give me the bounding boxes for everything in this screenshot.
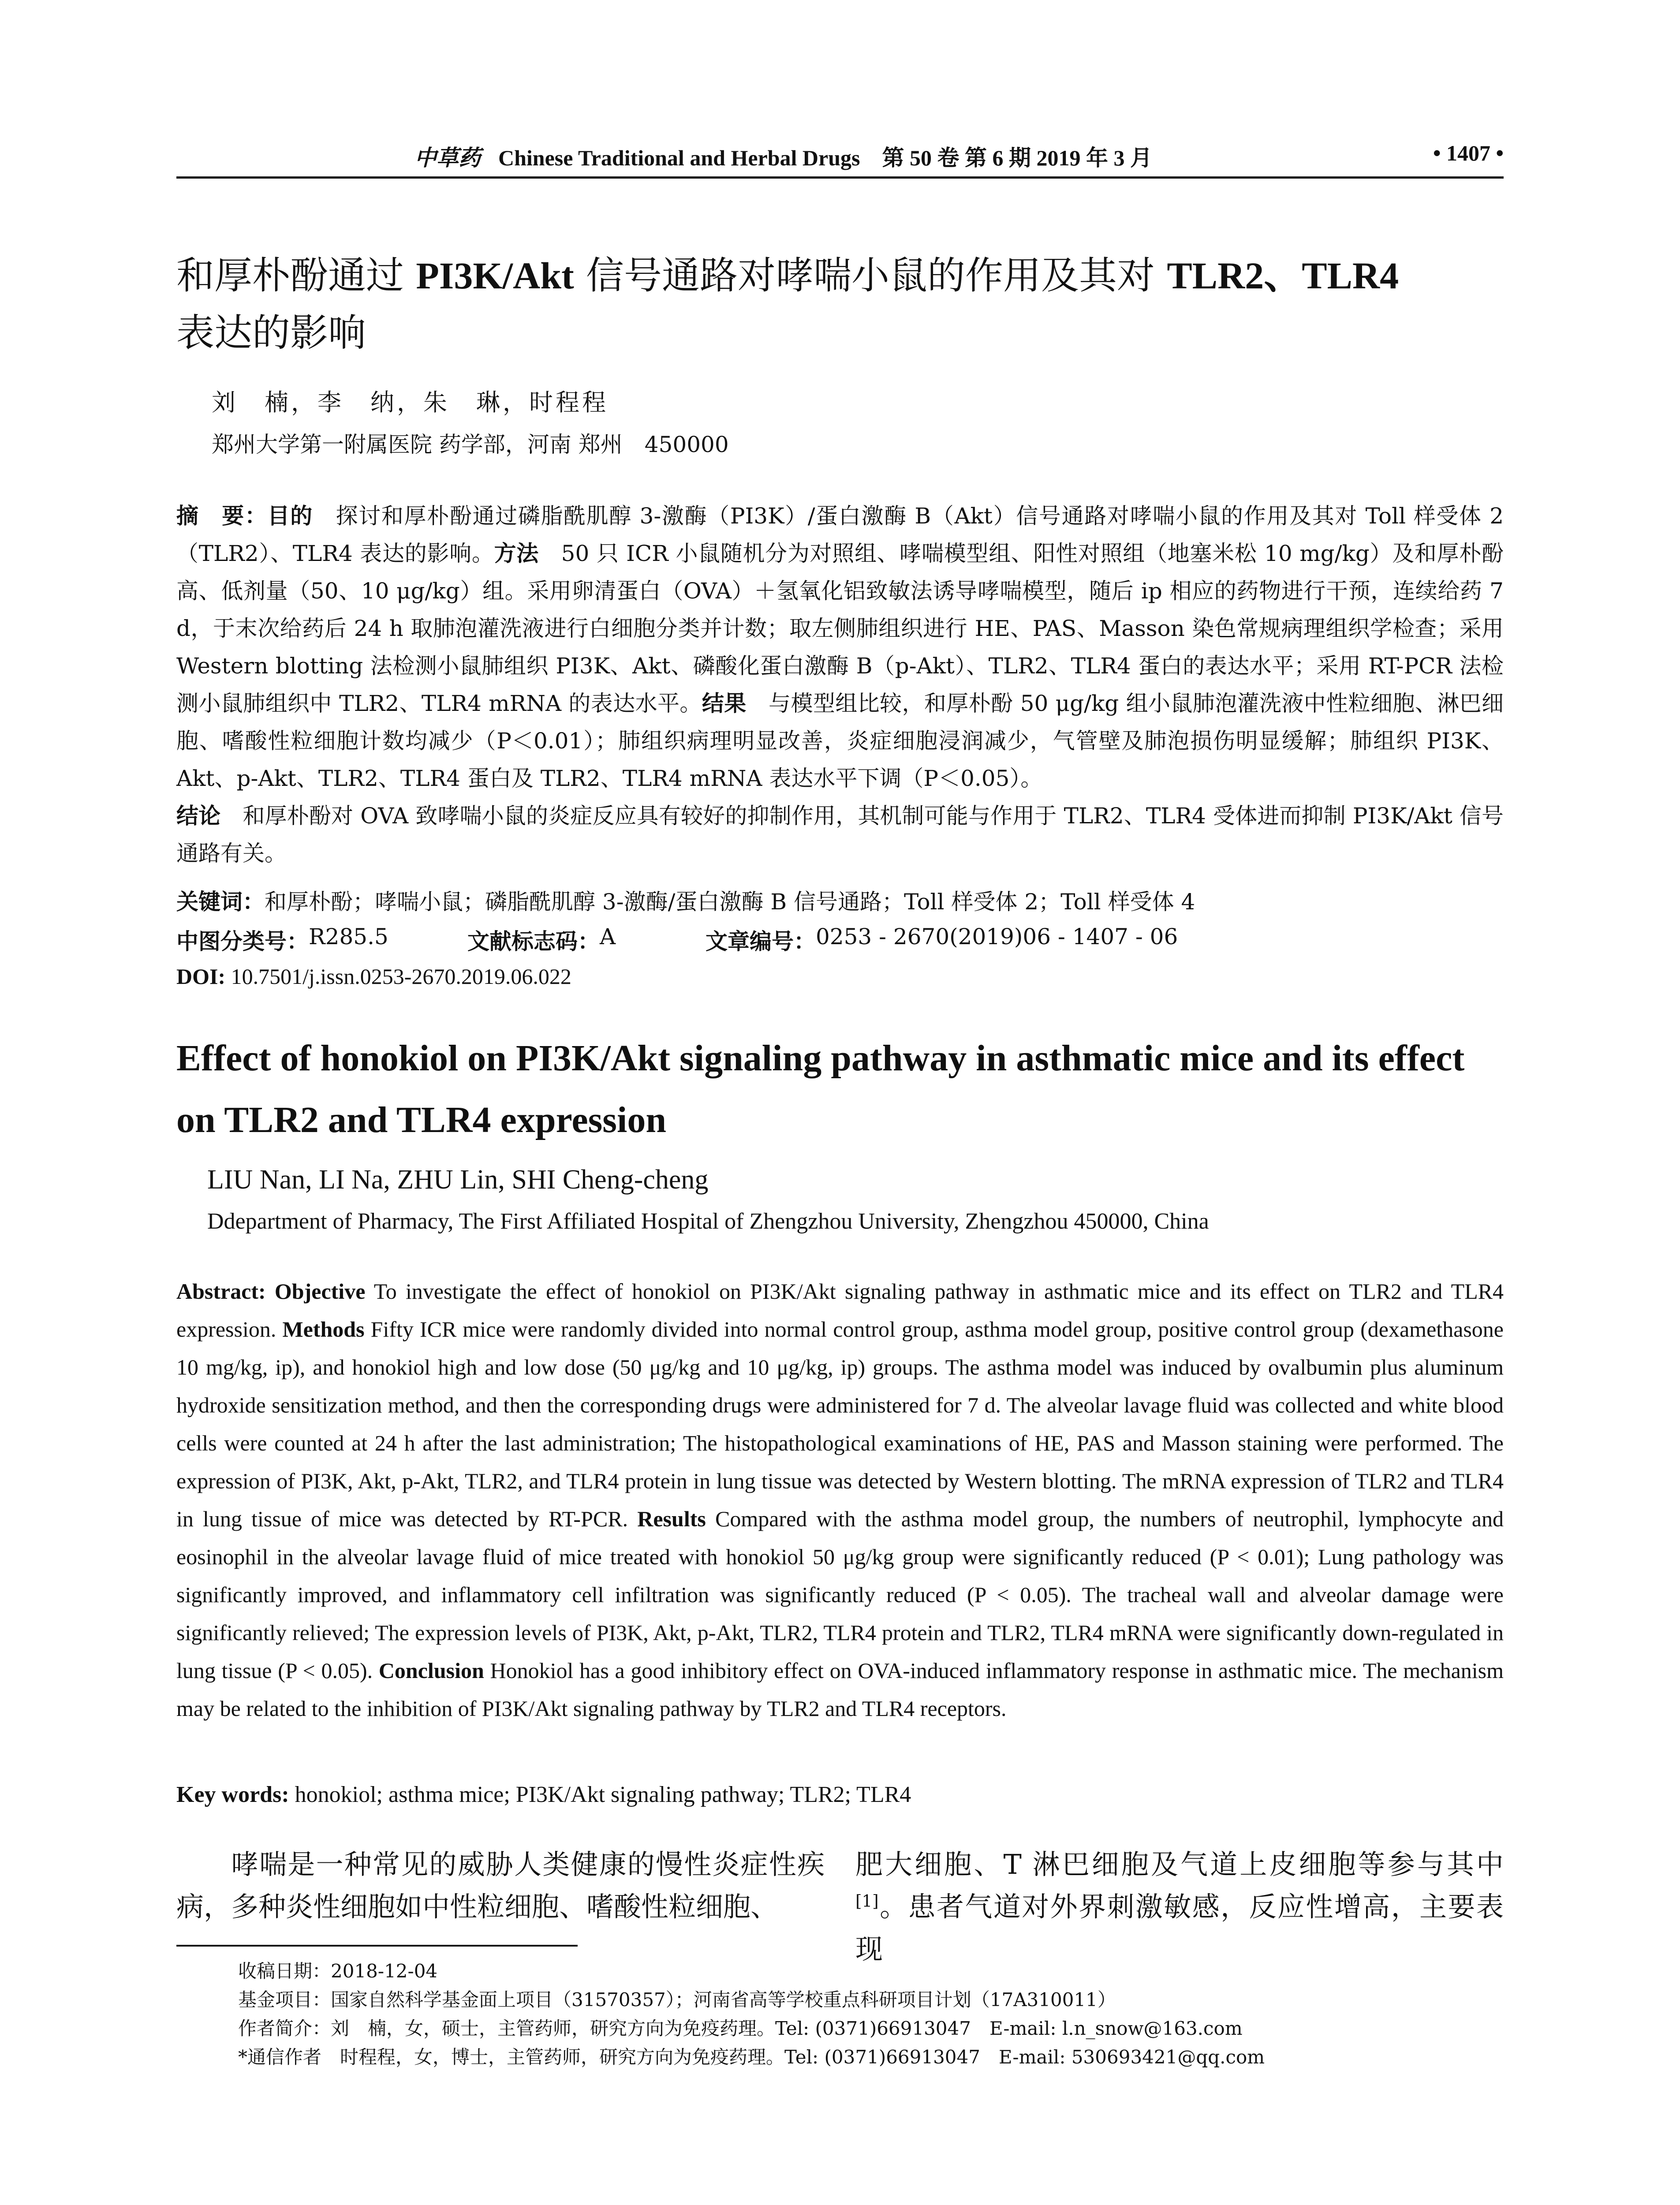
conclusion-cn-label: 结论 bbox=[176, 803, 221, 829]
doi bbox=[176, 964, 571, 989]
journal-name bbox=[414, 140, 1152, 172]
title-en: Effect of honokiol on PI3K/Akt signaling pathway in asthmatic mice and its effect on TLR2 and TLR4 expression bbox=[176, 1038, 1465, 1140]
doc-label: 文献标志码： bbox=[467, 929, 600, 954]
footnote-corresponding: *通信作者 时程程，女，博士，主管药师，研究方向为免疫药理。Tel: (0371)66913047 E-mail: 530693421@qq.com bbox=[238, 2046, 1265, 2068]
results-cn-label: 结果 bbox=[702, 691, 747, 716]
article-value: 0253 - 2670(2019)06 - 1407 - 06 bbox=[816, 924, 1178, 949]
title-cn-part4: TLR2、TLR4 bbox=[1167, 254, 1399, 297]
keywords-cn-label: 关键词： bbox=[176, 889, 265, 915]
body-column-right bbox=[855, 1843, 1504, 1970]
reference-1[interactable]: [1] bbox=[855, 1891, 879, 1911]
abstract-en-label: Abstract: Objective bbox=[176, 1279, 366, 1304]
objective-cn-label: 目的 bbox=[267, 503, 313, 529]
keywords-cn-text: 和厚朴酚；哮喘小鼠；磷脂酰肌醇 3-激酶/蛋白激酶 B 信号通路；Toll 样受体 2；Toll 样受体 4 bbox=[265, 889, 1195, 915]
footnote-rule bbox=[176, 1945, 578, 1947]
footnote-author-bio: 作者简介：刘 楠，女，硕士，主管药师，研究方向为免疫药理。Tel: (0371)66913047 E-mail: l.n_snow@163.com bbox=[238, 2018, 1243, 2039]
methods-en-label: Methods bbox=[282, 1317, 365, 1342]
title-cn-part5: 表达的影响 bbox=[176, 311, 366, 355]
footnote-fund: 基金项目：国家自然科学基金面上项目（31570357）；河南省高等学校重点科研项目计划（17A310011） bbox=[238, 1989, 1116, 2011]
clc-value: R285.5 bbox=[309, 924, 388, 949]
affiliation-cn: 郑州大学第一附属医院 药学部，河南 郑州 450000 bbox=[212, 432, 729, 457]
conclusion-cn: 和厚朴酚对 OVA 致哮喘小鼠的炎症反应具有较好的抑制作用，其机制可能与作用于 TLR2、TLR4 受体进而抑制 PI3K/Akt 信号通路有关。 bbox=[176, 803, 1504, 866]
journal-name-cn: 中草药 bbox=[414, 146, 481, 170]
conclusion-en: Honokiol has a good inhibitory effect on OVA-induced inflammatory response in asthmatic mice. The mechanism may be related to the inhibition of PI3K/Akt signaling pathway by TLR2 and TLR4 receptors. bbox=[176, 1658, 1504, 1721]
running-header bbox=[176, 140, 1504, 176]
article-number bbox=[706, 924, 1178, 956]
doi-value: 10.7501/j.issn.0253-2670.2019.06.022 bbox=[225, 964, 571, 989]
header-rule bbox=[176, 176, 1504, 179]
body-column-left: 哮喘是一种常见的威胁人类健康的慢性炎症性疾病，多种炎性细胞如中性粒细胞、嗜酸性粒细胞、 bbox=[176, 1848, 825, 1923]
title-cn bbox=[176, 247, 1504, 362]
clc-label: 中图分类号： bbox=[176, 929, 309, 954]
methods-cn-label: 方法 bbox=[494, 541, 539, 566]
abstract-cn bbox=[176, 497, 1504, 872]
keywords-cn bbox=[176, 884, 1195, 916]
footnote-received: 收稿日期：2018-12-04 bbox=[238, 1960, 438, 1982]
page-number: • 1407 • bbox=[1433, 141, 1504, 165]
objective-en: To investigate the effect of honokiol on PI3K/Akt signaling pathway in asthmatic mice and its effect on TLR2 and TLR4 expression. bbox=[176, 1279, 1504, 1342]
methods-en: Fifty ICR mice were randomly divided into normal control group, asthma model group, positive control group (dexamethasone 10 mg/kg, ip), and honokiol high and low dose (50 μg/kg and 10 μg/kg, ip) groups. The asthma model was induced by ovalbumin plus aluminum hydroxide sensitization method, and then the corresponding drugs were administered for 7 d. The alveolar lavage fluid was collected and white blood cells were counted at 24 h after the last administration; The histopathological examinations of HE, PAS and Masson staining were performed. The expression of PI3K, Akt, p-Akt, TLR2, and TLR4 protein in lung tissue was detected by Western blotting. The mRNA expression of TLR2 and TLR4 in lung tissue of mice was detected by RT-PCR. bbox=[176, 1317, 1504, 1531]
journal-name-en: Chinese Traditional and Herbal Drugs bbox=[498, 146, 860, 170]
doc-value: A bbox=[600, 924, 616, 949]
objective-cn: 探讨和厚朴酚通过磷脂酰肌醇 3-激酶（PI3K）/蛋白激酶 B（Akt）信号通路对哮喘小鼠的作用及其对 Toll 样受体 2（TLR2）、TLR4 表达的影响。 bbox=[176, 503, 1504, 566]
authors-en: LIU Nan, LI Na, ZHU Lin, SHI Cheng-cheng bbox=[207, 1165, 709, 1195]
body-right-part1: 肥大细胞、T 淋巴细胞及气道上皮细胞等参与其中 bbox=[855, 1848, 1504, 1880]
clc-number bbox=[176, 924, 388, 956]
results-en: Compared with the asthma model group, the numbers of neutrophil, lymphocyte and eosinophil in the alveolar lavage fluid of mice treated with honokiol 50 μg/kg group were significantly reduced (P < 0.01); Lung pathology was significantly improved, and inflammatory cell infiltration was significantly reduced (P < 0.05). The tracheal wall and alveolar damage were significantly relieved; The expression levels of PI3K, Akt, p-Akt, TLR2, TLR4 protein and TLR2, TLR4 mRNA were significantly down-regulated in lung tissue (P < 0.05). bbox=[176, 1506, 1504, 1683]
title-cn-part2: PI3K/Akt bbox=[416, 254, 574, 297]
affiliation-en: Ddepartment of Pharmacy, The First Affiliated Hospital of Zhengzhou University, Zhengzhou 450000, China bbox=[207, 1209, 1209, 1234]
keywords-en bbox=[176, 1782, 911, 1808]
abstract-cn-label: 摘 要： bbox=[176, 503, 268, 529]
keywords-en-label: Key words: bbox=[176, 1782, 289, 1807]
abstract-en bbox=[176, 1272, 1504, 1727]
issue-info: 第 50 卷 第 6 期 2019 年 3 月 bbox=[882, 146, 1152, 170]
document-code bbox=[467, 924, 616, 956]
body-right-part2: 。患者气道对外界刺激敏感，反应性增高，主要表现 bbox=[855, 1891, 1504, 1965]
methods-cn: 50 只 ICR 小鼠随机分为对照组、哮喘模型组、阳性对照组（地塞米松 10 mg/kg）及和厚朴酚高、低剂量（50、10 μg/kg）组。采用卵清蛋白（OVA）＋氢氧化铝致敏法诱导哮喘模型，随后 ip 相应的药物进行干预，连续给药 7 d，于末次给药后 24 h 取肺泡灌洗液进行白细胞分类并计数；取左侧肺组织进行 HE、PAS、Masson 染色常规病理组织学检查；采用 Western blotting 法检测小鼠肺组织 PI3K、Akt、磷酸化蛋白激酶 B（p-Akt）、TLR2、TLR4 蛋白的表达水平；采用 RT-PCR 法检测小鼠肺组织中 TLR2、TLR4 mRNA 的表达水平。 bbox=[176, 541, 1504, 716]
results-cn: 与模型组比较，和厚朴酚 50 μg/kg 组小鼠肺泡灌洗液中性粒细胞、淋巴细胞、嗜酸性粒细胞计数均减少（P＜0.01）；肺组织病理明显改善，炎症细胞浸润减少，气管壁及肺泡损伤明显缓解；肺组织 PI3K、Akt、p-Akt、TLR2、TLR4 蛋白及 TLR2、TLR4 mRNA 表达水平下调（P＜0.05）。 bbox=[176, 691, 1504, 791]
keywords-en-text: honokiol; asthma mice; PI3K/Akt signaling pathway; TLR2; TLR4 bbox=[289, 1782, 911, 1807]
doi-label: DOI: bbox=[176, 964, 226, 989]
title-cn-part3: 信号通路对哮喘小鼠的作用及其对 bbox=[574, 254, 1167, 298]
authors-cn: 刘 楠，李 纳，朱 琳，时程程 bbox=[212, 389, 609, 416]
conclusion-en-label: Conclusion bbox=[378, 1658, 484, 1683]
results-en-label: Results bbox=[637, 1506, 706, 1531]
title-cn-part1: 和厚朴酚通过 bbox=[176, 254, 416, 298]
article-label: 文章编号： bbox=[706, 929, 816, 954]
